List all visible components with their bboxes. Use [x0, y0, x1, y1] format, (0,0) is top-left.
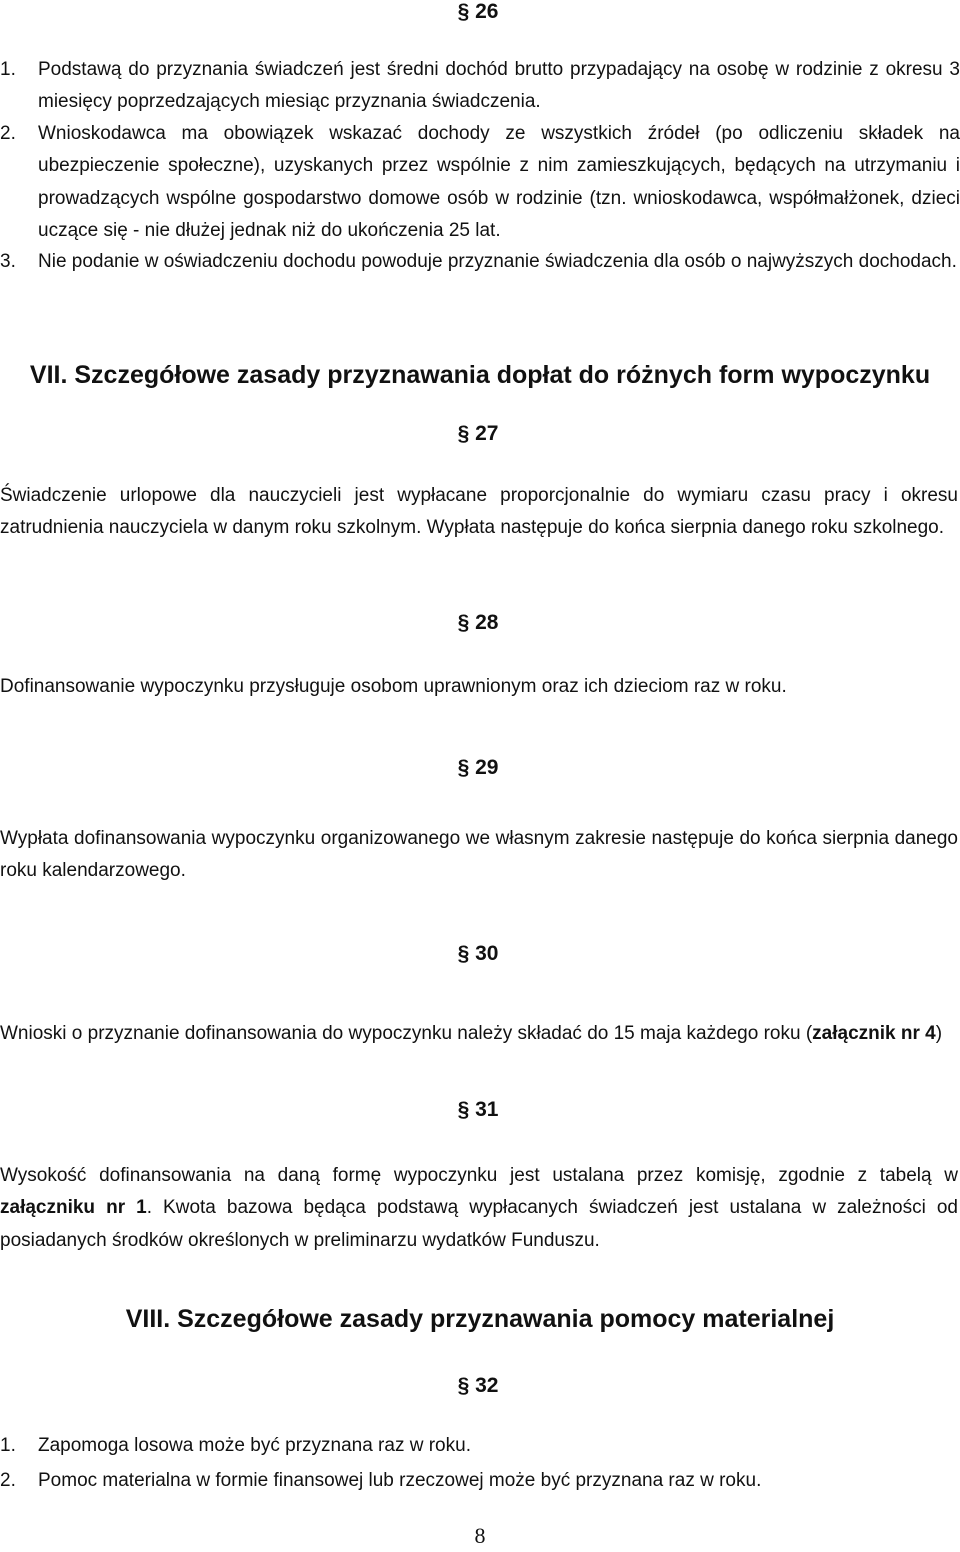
- attachment-reference: załącznik nr 4: [812, 1023, 936, 1044]
- chapter-heading-vii: VII. Szczegółowe zasady przyznawania dopłat do różnych form wypoczynku: [29, 361, 931, 389]
- attachment-reference: załączniku nr 1: [0, 1197, 147, 1219]
- page-number: 8: [474, 1523, 486, 1548]
- list-item-26-1: [0, 54, 960, 113]
- section-mark-26: § 26: [457, 0, 499, 23]
- section-mark-31: § 31: [457, 1098, 499, 1121]
- list-item-26-3: [0, 246, 960, 316]
- list-item-text: Wnioskodawca ma obowiązek wskazać dochody ze wszystkich źródeł (po odliczeniu składek na ubezpieczenie społeczne), uzyskanych przez wspólnie z nim zamieszkujących, będących na utrzymaniu i prowadzących wspólne gospodarstwo domowe osób w rodzinie (tzn. wnioskodawca, współmałżonek, dzieci uczące się - nie dłużej jednak niż do ukończenia 25 lat.: [38, 123, 960, 242]
- section-mark-28: § 28: [457, 611, 499, 634]
- section-mark-30: § 30: [457, 942, 499, 965]
- list-number: 1.: [0, 59, 16, 80]
- list-number: 1.: [0, 1435, 16, 1456]
- paragraph-28: Dofinansowanie wypoczynku przysługuje osobom uprawnionym oraz ich dzieciom raz w roku.: [0, 676, 787, 697]
- paragraph-text: Wysokość dofinansowania na daną formę wypoczynku jest ustalana przez komisję, zgodnie z tabelą w: [0, 1165, 958, 1186]
- list-item-text: Nie podanie w oświadczeniu dochodu powoduje przyznanie świadczenia dla osób o najwyższych dochodach.: [38, 251, 957, 272]
- chapter-heading-viii: VIII. Szczegółowe zasady przyznawania pomocy materialnej: [125, 1305, 835, 1333]
- list-item-text: Podstawą do przyznania świadczeń jest średni dochód brutto przypadający na osobę w rodzinie z okresu 3 miesięcy poprzedzających miesiąc przyznania świadczenia.: [38, 59, 960, 113]
- list-item-32-2: [0, 1465, 960, 1499]
- list-number: 2.: [0, 1470, 16, 1491]
- list-item-text: Zapomoga losowa może być przyznana raz w roku.: [38, 1435, 471, 1456]
- paragraph-29: Wypłata dofinansowania wypoczynku organizowanego we własnym zakresie następuje do końca sierpnia danego roku kalendarzowego.: [0, 828, 958, 882]
- list-number: 2.: [0, 123, 16, 144]
- paragraph-27: Świadczenie urlopowe dla nauczycieli jest wypłacane proporcjonalnie do wymiaru czasu pracy i okresu zatrudnienia nauczyciela w danym roku szkolnym. Wypłata następuje do końca sierpnia danego roku szkolnego.: [0, 485, 958, 539]
- paragraph-30: [0, 1018, 958, 1050]
- list-item-26-2: [0, 118, 960, 258]
- paragraph-text: . Kwota bazowa będąca podstawą wypłacanych świadczeń jest ustalana w zależności od posiadanych środków określonych w preliminarzu wydatków Funduszu.: [0, 1197, 958, 1251]
- paragraph-text: Wnioski o przyznanie dofinansowania do wypoczynku należy składać do 15 maja każdego roku (: [0, 1023, 813, 1044]
- paragraph-31: [0, 1160, 958, 1257]
- section-mark-32: § 32: [457, 1374, 499, 1397]
- list-item-text: Pomoc materialna w formie finansowej lub rzeczowej może być przyznana raz w roku.: [38, 1470, 762, 1491]
- section-mark-27: § 27: [457, 422, 499, 445]
- paragraph-text: ): [935, 1023, 943, 1044]
- section-mark-29: § 29: [457, 756, 499, 779]
- list-item-32-1: [0, 1430, 960, 1464]
- list-number: 3.: [0, 251, 16, 272]
